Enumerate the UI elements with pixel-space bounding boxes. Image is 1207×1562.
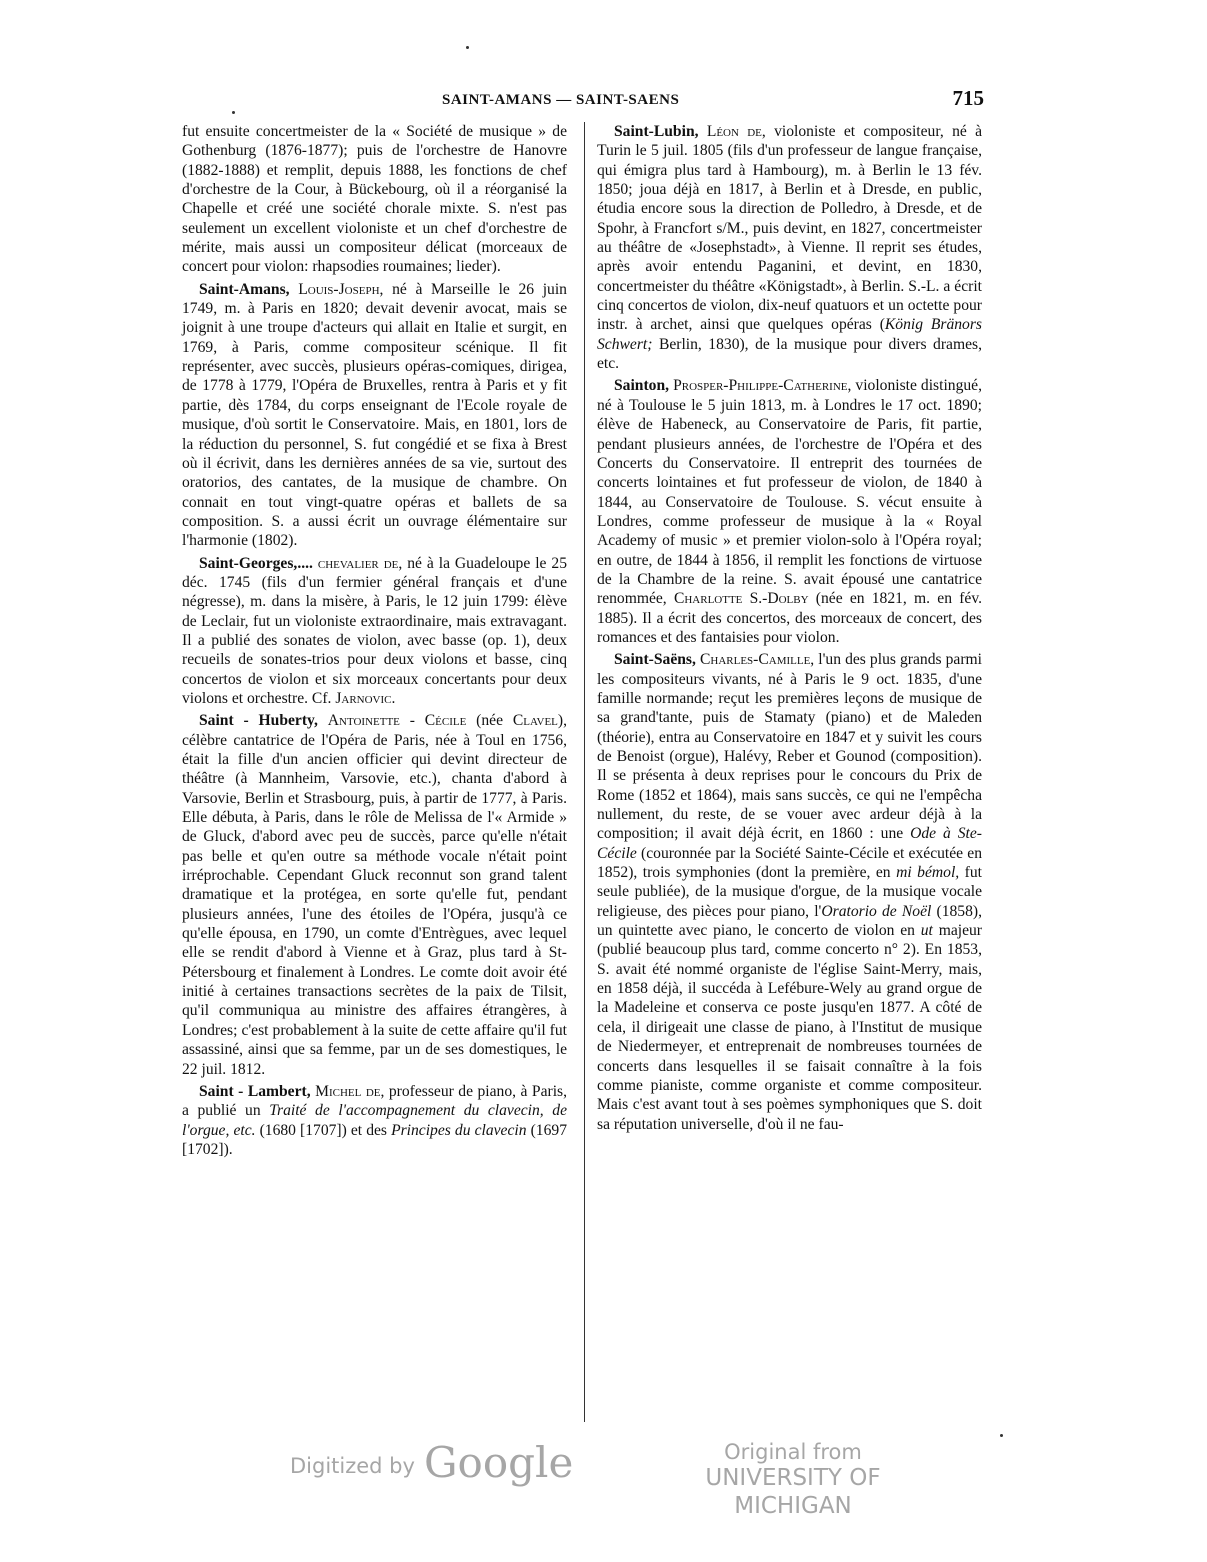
left-column bbox=[182, 122, 567, 1162]
entry-text: fut ensuite concertmeister de la « Société de musique » de Gothenburg (1876-1877); puis de l'orchestre de Hanovre (1882-1888) et remplit, depuis 1888, les fonctions de chef d'orchestre de la Cour, à Bückebourg, où il a réorganisé la Chapelle et créé une société chorale mixte. S. n'est pas seulement un excellent violoniste et un chef d'orchestre de mérite, mais aussi un compositeur délicat (morceaux de concert pour violon: rhapsodies roumaines; lieder). bbox=[182, 123, 567, 276]
column-divider bbox=[584, 122, 585, 1422]
entry-text: Berlin, 1830), de la musique pour divers drames, etc. bbox=[597, 335, 982, 373]
work-title: Principes du clavecin bbox=[391, 1121, 527, 1139]
right-column bbox=[597, 122, 982, 1137]
continuation-paragraph bbox=[182, 122, 567, 277]
entry-text: célèbre cantatrice de l'Opéra de Paris, née à Toul en 1756, était la fille d'un ancien officier qui devint directeur de théâtre (à Mannheim, Varsovie, etc.), chanta d'abord à Varsovie, Berlin et Strasbourg, puis, à partir de 1777, à Paris. Elle débuta, à Paris, dans le rôle de Melissa de l'« Armide » de Gluck, d'abord avec peu de succès, parce qu'elle n'était pas belle et qu'en outre sa méthode vocale n'était point irréprochable. Cependant Gluck reconnut son grand talent dramatique et la protégea, en sorte qu'elle fut, pendant plusieurs années, l'une des étoiles de l'Opéra, jusqu'à ce qu'elle épousa, en 1790, un comte d'Entrègues, avec lequel elle se rendit d'abord à Vienne et à Graz, plus tard à St-Pétersbourg et finalement à Londres. Le comte doit avoir été initié à certaines transactions secrètes de la paix de Tilsit, qu'il communiqua au ministre des affaires étrangères, à Londres; c'est probablement à la suite de cette affaire qu'il fut assassiné, ainsi que sa femme, par un de ses domestiques, le 22 juil. 1812. bbox=[182, 731, 567, 1078]
entry-text: (1697 [1702]). bbox=[182, 1121, 567, 1158]
entry-text: violoniste et compositeur, né à Turin le 5 juil. 1805 (fils d'un professeur de langue française, qui émigra plus tard à Hambourg), m. à Berlin le 13 fév. 1850; joua déjà en 1817, à Berlin et à Dresde, en public, étudia encore sous la direction de Polledro, à Dresde, et de Spohr, à Francfort s/M., puis devint, en 1827, concertmeister au théâtre de «Josephstadt», à Vienne. Il reprit ses études, après avoir entendu Paganini, et devint, en 1830, concertmeister du théâtre «Königstadt», à Berlin. S.-L. a écrit cinq concertos de violon, dix-neuf quatuors et un octette pour instr. à archet, ainsi que quelques opéras ( bbox=[597, 123, 983, 334]
entry-headword: Saint-Lubin, bbox=[614, 123, 699, 140]
entry-text: né à Marseille le 26 juin 1749, m. à Paris en 1820; devait devenir avocat, mais se joignit à une troupe d'acteurs qui allait en Italie et surgit, en 1769, à Paris, comme compositeur scénique. Il fit représenter, avec succès, plusieurs opéras-comiques, dirigea, de 1778 à 1779, l'Opéra de Bruxelles, rentra à Paris et y fit partie, dès 1784, du corps enseignant de l'Ecole royale de musique, d'où sortit le Conservatoire. Mais, en 1801, lors de la réduction du personnel, S. fut congédié et se fixa à Brest où il écrivit, dans les dernières années de sa vie, surtout des oratorios, des cantates, de la musique de chambre. On connait en tout vingt-quatre opéras et ballets de sa composition. S. a aussi écrit un ouvrage élémentaire sur l'harmonie (1802). bbox=[182, 280, 567, 550]
entry-text: (née en 1821, m. en fév. 1885). Il a écrit des concertos, des morceaux de concert, des romances et des fantaisies pour violon. bbox=[597, 590, 982, 646]
entry-text: né à la Guadeloupe le 25 déc. 1745 (fils d'un fermier général français et d'une négresse), m. dans la misère, à Paris, le 12 juin 1799: élève de Leclair, fut un violoniste extraordinaire, mais extravagant. Il a publié des sonates de violon, avec basse (op. 1), deux recueils de sonates-trios pour deux violons et basse, cinq concertos de violon et six morceaux concertants pour deux violons et orchestre. Cf. bbox=[182, 554, 567, 707]
work-title: ut bbox=[920, 922, 933, 940]
original-from-watermark bbox=[668, 1440, 918, 1520]
cross-reference: Jarnovic. bbox=[335, 689, 396, 707]
entry-text: (couronnée par la Société Sainte-Cécile et exécutée en 1852), trois symphonies (dont la première, en bbox=[597, 844, 982, 882]
work-title: König Bränors Schwert; bbox=[597, 316, 982, 353]
entry-headword: Saint-Saëns, bbox=[614, 651, 696, 669]
entry-sainton bbox=[597, 376, 982, 647]
entry-text: violoniste distingué, né à Toulouse le 5 juin 1813, m. à Londres le 17 oct. 1890; élève de Habeneck, au Conservatoire de Paris, fit partie, pendant plusieurs années, de l'orchestre de l'Opéra et des Concerts du Conservatoire. Il entreprit des tournées de concerts lointaines et fut professeur de violon, de 1840 à 1844, au Conservatoire de Toulouse. S. vécut ensuite à Londres, comme professeur de musique à la « Royal Academy of music » et premier violon-solo à l'Opéra royal; en outre, de 1844 à 1856, il remplit les fonctions de virtuose de la Chambre de la reine. S. avait épousé une cantatrice renommée, bbox=[597, 377, 982, 608]
entry-headword: Saint - Lambert, bbox=[199, 1082, 311, 1100]
entry-text: (née bbox=[476, 712, 504, 730]
work-title: mi bémol, bbox=[896, 864, 960, 882]
work-title: Ode à Ste-Cécile bbox=[597, 825, 982, 862]
entry-text: (1680 [1707]) et des bbox=[259, 1121, 387, 1139]
entry-saint-georges bbox=[182, 554, 567, 709]
entry-headword: Saint-Georges,.... bbox=[199, 554, 313, 572]
entry-given-name: chevalier de, bbox=[317, 554, 403, 572]
entry-spouse-name: Charlotte S.-Dolby bbox=[673, 590, 809, 608]
university-label: UNIVERSITY OF MICHIGAN bbox=[705, 1465, 881, 1519]
entry-saint-amans bbox=[182, 280, 567, 551]
entry-saint-lubin bbox=[597, 122, 982, 373]
entry-given-name: Louis-Joseph, bbox=[298, 280, 384, 298]
entry-given-name: Léon de, bbox=[706, 123, 766, 140]
digitized-by-label: Digitized by bbox=[290, 1454, 415, 1478]
entry-maiden-name: Clavel), bbox=[512, 712, 567, 730]
work-title: Traité de l'accompagnement du clavecin, de l'orgue, etc. bbox=[182, 1102, 567, 1139]
entry-given-name: Antoinette - Cécile bbox=[327, 712, 467, 730]
entry-saint-huberty bbox=[182, 711, 567, 1079]
entry-saint-saens bbox=[597, 650, 982, 1134]
running-title: SAINT-AMANS — SAINT-SAENS bbox=[442, 92, 680, 108]
work-title: Oratorio de Noël bbox=[821, 902, 932, 920]
entry-text: professeur de piano, à Paris, a publié un bbox=[182, 1082, 567, 1120]
scan-speck bbox=[466, 46, 469, 49]
original-from-label: Original from bbox=[724, 1440, 862, 1464]
entry-headword: Sainton, bbox=[614, 377, 670, 395]
entry-given-name: Michel de, bbox=[315, 1082, 385, 1100]
entry-headword: Saint - Huberty, bbox=[199, 712, 318, 730]
entry-text: l'un des plus grands parmi les compositeurs vivants, né à Paris le 9 oct. 1835, d'une famille normande; reçut les premières leçons de musique de sa grand'tante, puis de Stamaty (piano) et de Maleden (théorie), entra au Conservatoire en 1847 et y suivit les cours de Benoist (orgue), Halévy, Reber et Gounod (composition). Il se présenta à deux reprises pour le concours du Prix de Rome (1852 et 1864), mais sans succès, ce qui ne l'empêcha nullement, du reste, de se vouer avec ardeur déjà à la composition; il avait déjà écrit, en 1860 : une bbox=[597, 651, 983, 843]
entry-given-name: Prosper-Philippe-Catherine, bbox=[673, 377, 852, 395]
scan-speck bbox=[1000, 1434, 1003, 1437]
entry-saint-lambert bbox=[182, 1082, 567, 1159]
google-logo: Google bbox=[424, 1438, 574, 1487]
entry-text: (1858), un quintette avec piano, le concerto de violon en bbox=[597, 902, 982, 940]
entry-given-name: Charles-Camille, bbox=[699, 651, 815, 669]
page-number: 715 bbox=[952, 86, 984, 110]
page-header bbox=[180, 86, 990, 120]
entry-text: fut seule publiée), de la musique d'orgue, de la musique vocale religieuse, des pièces pour piano, l' bbox=[597, 864, 982, 920]
entry-text: majeur (publié beaucoup plus tard, comme concerto n° 2). En 1853, S. avait été nommé organiste de l'église Saint-Merry, mais, en 1858 déjà, il succéda à Lefébure-Wely au grand orgue de la Madeleine et conserva ce poste jusqu'en 1877. A côté de cela, il dirigeait une classe de piano, à l'Institut de musique de Niedermeyer, et entreprenait de nombreuses tournées de concerts dans lesquelles il se faisait connaître à la fois comme pianiste, comme organiste et comme compositeur. Mais c'est avant tout à ses poèmes symphoniques que S. doit sa réputation universelle, d'où il ne fau- bbox=[597, 922, 982, 1133]
entry-headword: Saint-Amans, bbox=[199, 280, 290, 298]
